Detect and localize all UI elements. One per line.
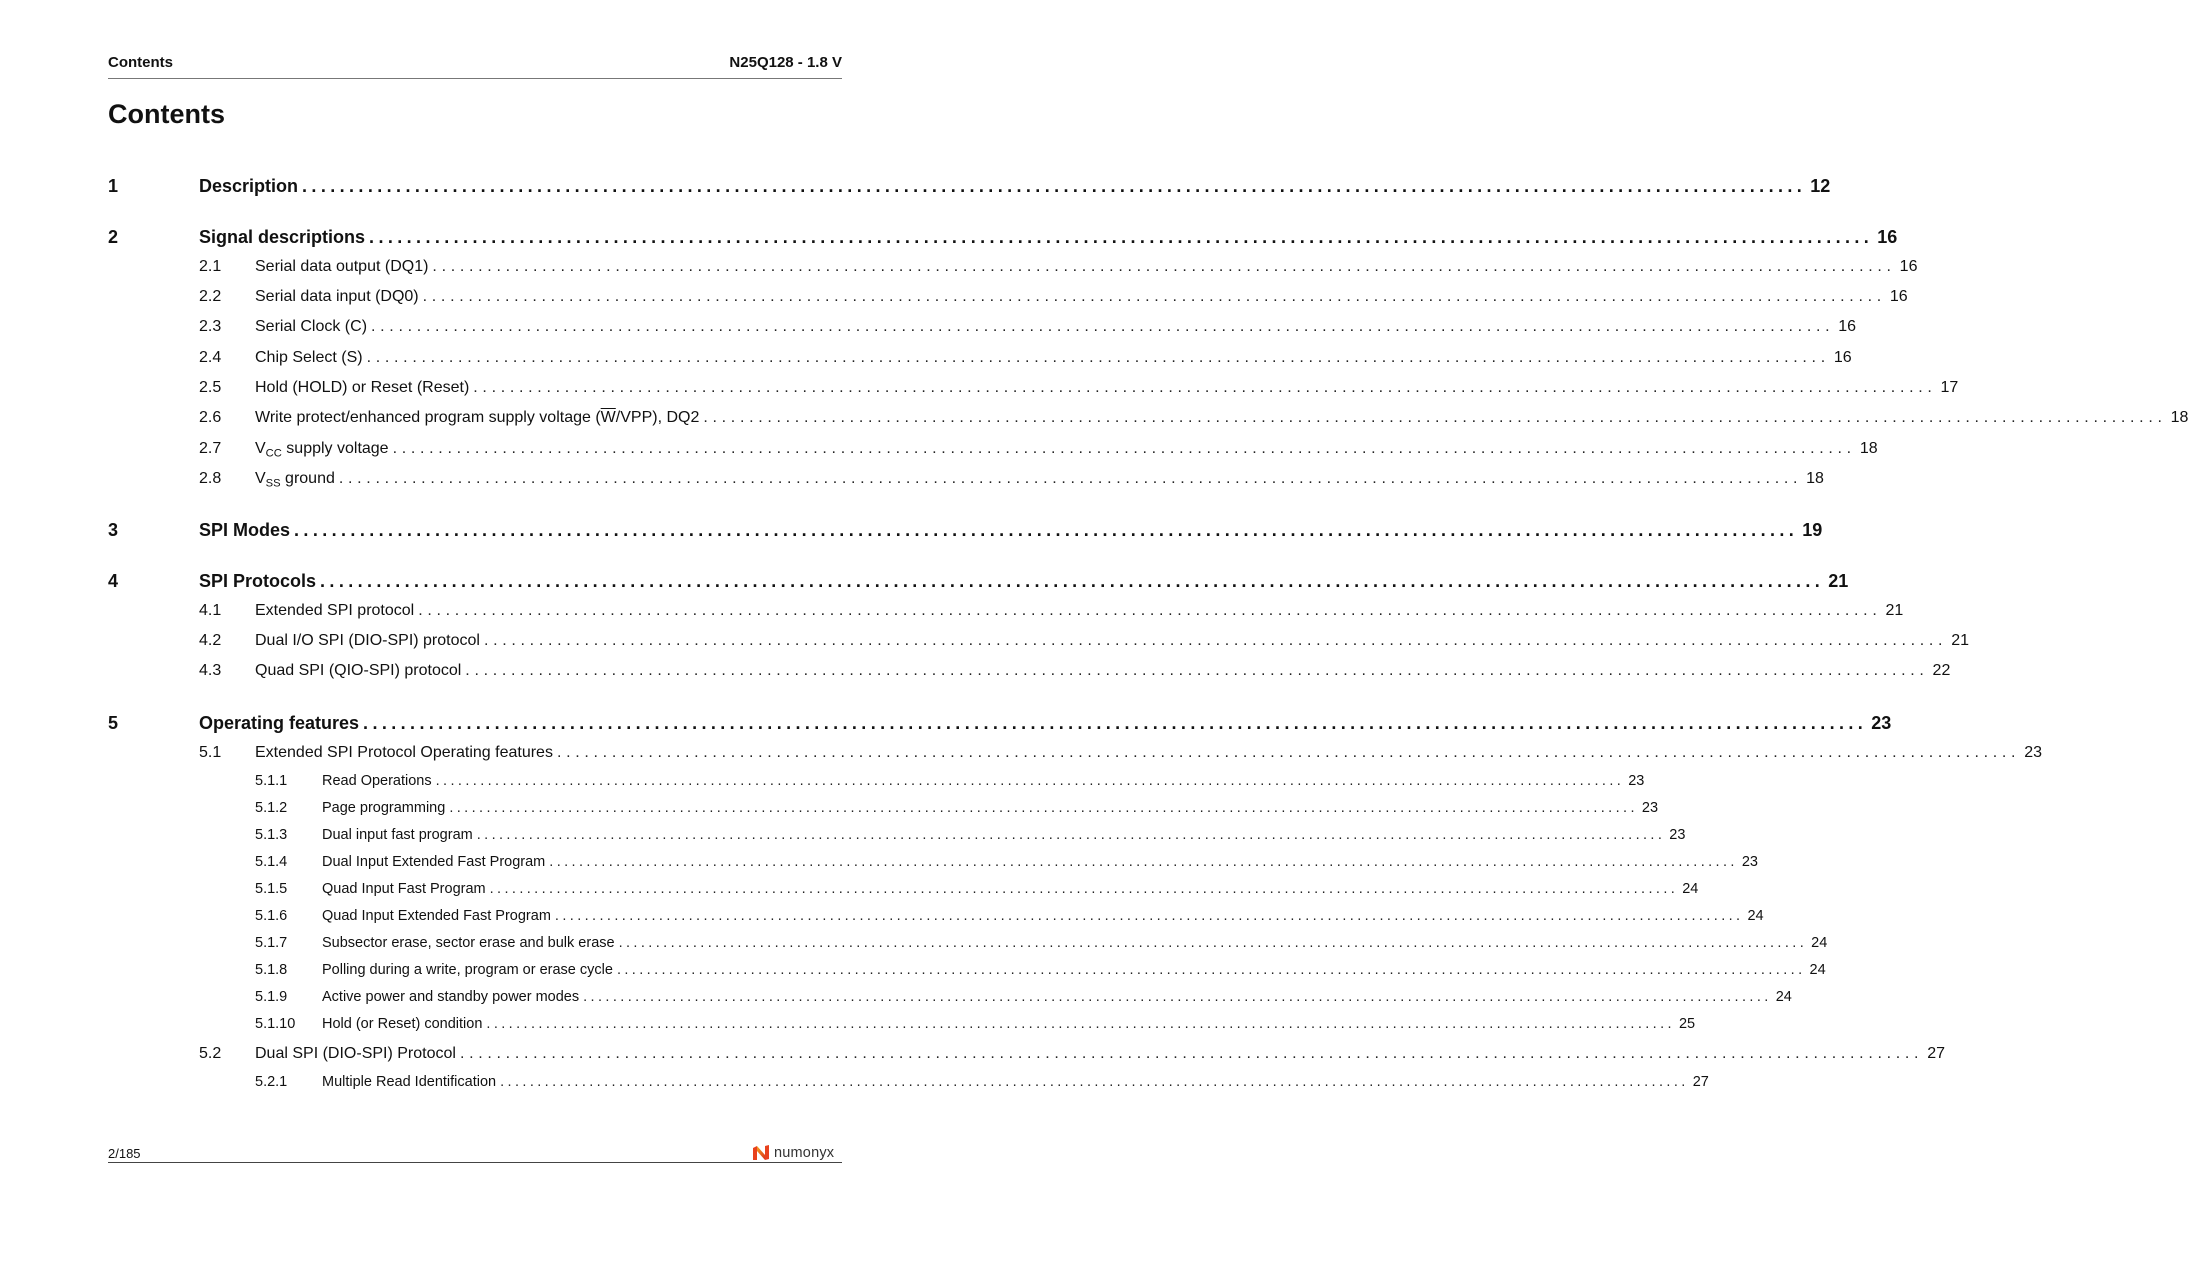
dot-leader: ................................................................................................................................................................ (338, 470, 1803, 487)
numonyx-logo-icon (752, 1145, 770, 1161)
toc-entry-title[interactable]: Quad Input Extended Fast Program (322, 908, 555, 924)
toc-entry-number: 5.1.7 (255, 935, 288, 951)
toc-entry-number: 4 (108, 571, 119, 591)
header-section-title: Contents (108, 54, 173, 71)
toc-entry-line (322, 908, 1764, 924)
brand-logo (752, 1145, 834, 1161)
dot-leader: ................................................................................................................................................................ (554, 908, 1744, 924)
toc-entry[interactable] (108, 713, 1892, 735)
toc-entry-page-number[interactable]: 23 (1867, 713, 1891, 734)
toc-entry-line (255, 440, 1878, 460)
toc-entry-page-number[interactable]: 23 (1624, 773, 1644, 789)
toc-entry-page-number[interactable]: 18 (1856, 440, 1878, 458)
toc-entry-line (199, 520, 1823, 541)
toc-entry-title[interactable]: Dual Input Extended Fast Program (322, 854, 549, 870)
toc-entry-page-number[interactable]: 23 (1638, 800, 1658, 816)
toc-entry[interactable] (108, 379, 1959, 401)
toc-entry[interactable] (108, 744, 2042, 766)
toc-entry-line (255, 409, 2188, 427)
toc-entry-title[interactable]: Active power and standby power modes (322, 989, 583, 1005)
toc-entry-number: 5.1.5 (255, 881, 288, 897)
toc-entry-number: 5.1.4 (255, 854, 288, 870)
toc-entry-number: 4.3 (199, 662, 222, 679)
toc-entry-line (199, 227, 1898, 248)
toc-entry[interactable] (108, 1016, 1696, 1038)
toc-entry-page-number[interactable]: 24 (1807, 935, 1827, 951)
toc-entry-number: 3 (108, 520, 119, 540)
toc-entry[interactable] (108, 935, 1828, 957)
page-number: 2/185 (108, 1146, 141, 1161)
dot-leader: ................................................................................................................................................................ (476, 827, 1666, 843)
dot-leader: ................................................................................................................................................................ (500, 1074, 1689, 1090)
dot-leader: ................................................................................................................................................................ (392, 440, 1856, 457)
dot-leader: ................................................................................................................................................................ (549, 854, 1738, 870)
dot-leader: ................................................................................................................................................................ (422, 288, 1886, 305)
toc-entry[interactable] (108, 520, 1823, 542)
toc-entry-line (322, 827, 1686, 843)
toc-entry[interactable] (108, 881, 1699, 903)
toc-entry-page-number[interactable]: 27 (1689, 1074, 1709, 1090)
dot-leader: ................................................................................................................................................................ (483, 632, 1948, 649)
toc-entry-title[interactable]: Serial data input (DQ0) (255, 288, 423, 306)
toc-entry[interactable] (108, 318, 1857, 340)
dot-leader: ................................................................................................................................................................ (371, 318, 1835, 335)
toc-entry-title[interactable]: Multiple Read Identification (322, 1074, 500, 1090)
toc-entry[interactable] (108, 227, 1898, 249)
dot-leader: ................................................................................................................................................................ (583, 989, 1772, 1005)
toc-entry-title[interactable]: Chip Select (S) (255, 349, 367, 367)
toc-entry-title[interactable]: Polling during a write, program or erase cycle (322, 962, 617, 978)
toc-entry-number: 2.5 (199, 379, 222, 396)
toc-entry-page-number[interactable]: 24 (1678, 881, 1698, 897)
toc-entry-page-number[interactable]: 17 (1937, 379, 1959, 397)
toc-entry-title[interactable]: Extended SPI protocol (255, 602, 418, 620)
toc-entry-number: 2.8 (199, 470, 222, 487)
toc-entry-page-number[interactable]: 22 (1929, 662, 1951, 680)
title-part: V (255, 440, 266, 457)
toc-entry-number: 2.3 (199, 318, 222, 335)
toc-entry-number: 5.1.3 (255, 827, 288, 843)
toc-entry-number: 2.1 (199, 258, 222, 275)
title-subscript: CC (265, 447, 282, 460)
toc-entry-title[interactable]: Hold (HOLD) or Reset (Reset) (255, 379, 473, 397)
toc-entry-page-number[interactable]: 23 (2020, 744, 2042, 762)
toc-entry-number: 2 (108, 227, 119, 247)
toc-entry-page-number[interactable]: 27 (1923, 1045, 1945, 1063)
toc-entry[interactable] (108, 854, 1758, 876)
header-rule (108, 78, 842, 79)
title-part: V (255, 470, 266, 487)
toc-entry-line (322, 935, 1828, 951)
toc-entry-line (199, 176, 1831, 197)
toc-entry-title[interactable]: Subsector erase, sector erase and bulk erase (322, 935, 619, 951)
title-part: /VPP), DQ2 (615, 409, 700, 426)
dot-leader: ................................................................................................................................................................ (473, 379, 1937, 396)
toc-entry[interactable] (108, 1045, 1945, 1067)
dot-leader: ................................................................................................................................................................ (418, 602, 1882, 619)
toc-entry-line (322, 989, 1792, 1005)
toc-entry-title[interactable]: SPI Modes (199, 520, 294, 541)
page-title: Contents (108, 99, 225, 129)
toc-entry-title[interactable]: Page programming (322, 800, 449, 816)
toc-entry[interactable] (108, 470, 1824, 492)
toc-entry-page-number[interactable]: 24 (1743, 908, 1763, 924)
toc-entry[interactable] (108, 662, 1951, 684)
toc-entry-line (255, 349, 1852, 367)
toc-entry-page-number[interactable]: 18 (2167, 409, 2188, 427)
toc-entry-title[interactable]: Description (199, 176, 302, 197)
title-part: supply voltage (281, 440, 389, 457)
toc-entry-title[interactable]: Serial Clock (C) (255, 318, 371, 336)
toc-entry-number: 4.2 (199, 632, 222, 649)
toc-entry-line (199, 571, 1849, 592)
toc-entry-title[interactable]: SPI Protocols (199, 571, 320, 592)
toc-entry-line (322, 962, 1826, 978)
toc-entry-line (322, 1074, 1709, 1090)
dot-leader: ................................................................................................................................................................ (302, 176, 1807, 196)
toc-entry-number: 5 (108, 713, 119, 733)
toc-entry[interactable] (108, 827, 1686, 849)
running-header (108, 54, 842, 72)
toc-entry-line (322, 1016, 1696, 1032)
dot-leader: ................................................................................................................................................................ (366, 349, 1830, 366)
toc-entry-page-number[interactable]: 19 (1798, 520, 1822, 541)
toc-entry-line (322, 881, 1699, 897)
toc-entry-number: 2.4 (199, 349, 222, 366)
toc-entry[interactable] (108, 962, 1826, 984)
toc-entry-page-number[interactable]: 21 (1824, 571, 1848, 592)
toc-entry-page-number[interactable]: 16 (1830, 349, 1852, 367)
toc-entry-line (322, 800, 1659, 816)
toc-entry[interactable] (108, 258, 1918, 280)
brand-wordmark: numonyx (774, 1145, 835, 1161)
toc-entry[interactable] (108, 773, 1645, 795)
toc-entry[interactable] (108, 908, 1764, 930)
toc-entry-number: 5.1.9 (255, 989, 288, 1005)
toc-entry-number: 5.1.6 (255, 908, 288, 924)
title-part: Write protect/enhanced program supply voltage ( (255, 409, 601, 426)
toc-entry-number: 2.2 (199, 288, 222, 305)
toc-entry-line (322, 773, 1645, 789)
toc-entry-number: 1 (108, 176, 119, 196)
toc-entry-title[interactable]: Dual SPI (DIO-SPI) Protocol (255, 1045, 460, 1063)
dot-leader: ................................................................................................................................................................ (616, 962, 1806, 978)
toc-entry-title[interactable]: Read Operations (322, 773, 436, 789)
dot-leader: ................................................................................................................................................................ (703, 409, 2167, 426)
dot-leader: ................................................................................................................................................................ (465, 662, 1929, 679)
toc-entry-line (255, 470, 1824, 490)
dot-leader: ................................................................................................................................................................ (294, 520, 1799, 540)
toc-entry-title[interactable]: Extended SPI Protocol Operating features (255, 744, 557, 762)
toc-entry-line (255, 744, 2042, 762)
toc-entry-line (255, 318, 1857, 336)
toc-entry-number: 4.1 (199, 602, 222, 619)
toc-entry-line (255, 288, 1908, 306)
toc-entry-number: 5.2.1 (255, 1074, 288, 1090)
toc-entry[interactable] (108, 409, 2188, 431)
toc-entry-number: 2.6 (199, 409, 222, 426)
toc-entry[interactable] (108, 440, 1878, 462)
toc-entry-title[interactable]: Dual input fast program (322, 827, 477, 843)
toc-entry-page-number[interactable]: 23 (1738, 854, 1758, 870)
toc-entry-title[interactable] (255, 440, 393, 458)
toc-entry-line (322, 854, 1758, 870)
header-document-name: N25Q128 - 1.8 V (729, 54, 842, 71)
dot-leader: ................................................................................................................................................................ (369, 227, 1874, 247)
toc-entry-number: 5.1.1 (255, 773, 288, 789)
toc-entry[interactable] (108, 288, 1908, 310)
toc-entry-line (199, 713, 1892, 734)
dot-leader: ................................................................................................................................................................ (435, 773, 1625, 789)
dot-leader: ................................................................................................................................................................ (486, 1016, 1675, 1032)
dot-leader: ................................................................................................................................................................ (449, 800, 1638, 816)
toc-entry-page-number[interactable]: 24 (1806, 962, 1826, 978)
toc-entry[interactable] (108, 349, 1852, 371)
toc-entry-line (255, 1045, 1945, 1063)
toc-entry-line (255, 602, 1904, 620)
toc-entry-number: 5.1.8 (255, 962, 288, 978)
toc-entry-number: 5.1.10 (255, 1016, 296, 1032)
dot-leader: ................................................................................................................................................................ (320, 571, 1825, 591)
toc-entry-number: 5.2 (199, 1045, 222, 1062)
toc-entry-page-number[interactable]: 24 (1772, 989, 1792, 1005)
toc-entry-title[interactable]: Dual I/O SPI (DIO-SPI) protocol (255, 632, 484, 650)
toc-entry-title[interactable]: Signal descriptions (199, 227, 369, 248)
toc-entry-title[interactable] (255, 409, 703, 427)
toc-entry-page-number[interactable]: 23 (1665, 827, 1685, 843)
toc-entry[interactable] (108, 602, 1904, 624)
toc-entry-page-number[interactable]: 18 (1802, 470, 1824, 488)
toc-entry-title[interactable]: Hold (or Reset) condition (322, 1016, 486, 1032)
dot-leader: ................................................................................................................................................................ (618, 935, 1808, 951)
dot-leader: ................................................................................................................................................................ (489, 881, 1679, 897)
toc-entry[interactable] (108, 571, 1849, 593)
toc-entry-line (255, 258, 1918, 276)
toc-entry-page-number[interactable]: 25 (1675, 1016, 1695, 1032)
toc-entry-number: 5.1.2 (255, 800, 288, 816)
dot-leader: ................................................................................................................................................................ (363, 713, 1868, 733)
toc-entry[interactable] (108, 989, 1792, 1011)
dot-leader: ................................................................................................................................................................ (459, 1045, 1924, 1062)
toc-entry-page-number[interactable]: 16 (1896, 258, 1918, 276)
dot-leader: ................................................................................................................................................................ (556, 744, 2021, 761)
toc-entry[interactable] (108, 176, 1831, 198)
toc-entry-page-number[interactable]: 16 (1834, 318, 1856, 336)
toc-entry[interactable] (108, 632, 1969, 654)
title-part: ground (280, 470, 335, 487)
title-subscript: SS (265, 477, 281, 490)
toc-entry-title[interactable]: Operating features (199, 713, 363, 734)
toc-entry-page-number[interactable]: 16 (1886, 288, 1908, 306)
title-overlined-part: $\overline{W}$ (600, 409, 616, 426)
toc-entry-page-number[interactable]: 21 (1947, 632, 1969, 650)
toc-entry-number: 2.7 (199, 440, 222, 457)
toc-entry[interactable] (108, 1074, 1709, 1096)
toc-entry-line (255, 632, 1969, 650)
toc-entry-number: 5.1 (199, 744, 222, 761)
toc-entry-page-number[interactable]: 21 (1881, 602, 1903, 620)
toc-entry-page-number[interactable]: 16 (1873, 227, 1897, 248)
toc-entry-line (255, 379, 1959, 397)
toc-entry-title[interactable]: Quad Input Fast Program (322, 881, 490, 897)
footer-rule (108, 1162, 842, 1163)
toc-entry[interactable] (108, 800, 1659, 822)
toc-entry-title[interactable] (255, 470, 339, 488)
toc-entry-title[interactable]: Quad SPI (QIO-SPI) protocol (255, 662, 465, 680)
toc-entry-page-number[interactable]: 12 (1806, 176, 1830, 197)
toc-entry-title[interactable]: Serial data output (DQ1) (255, 258, 432, 276)
dot-leader: ................................................................................................................................................................ (432, 258, 1896, 275)
toc-entry-line (255, 662, 1951, 680)
